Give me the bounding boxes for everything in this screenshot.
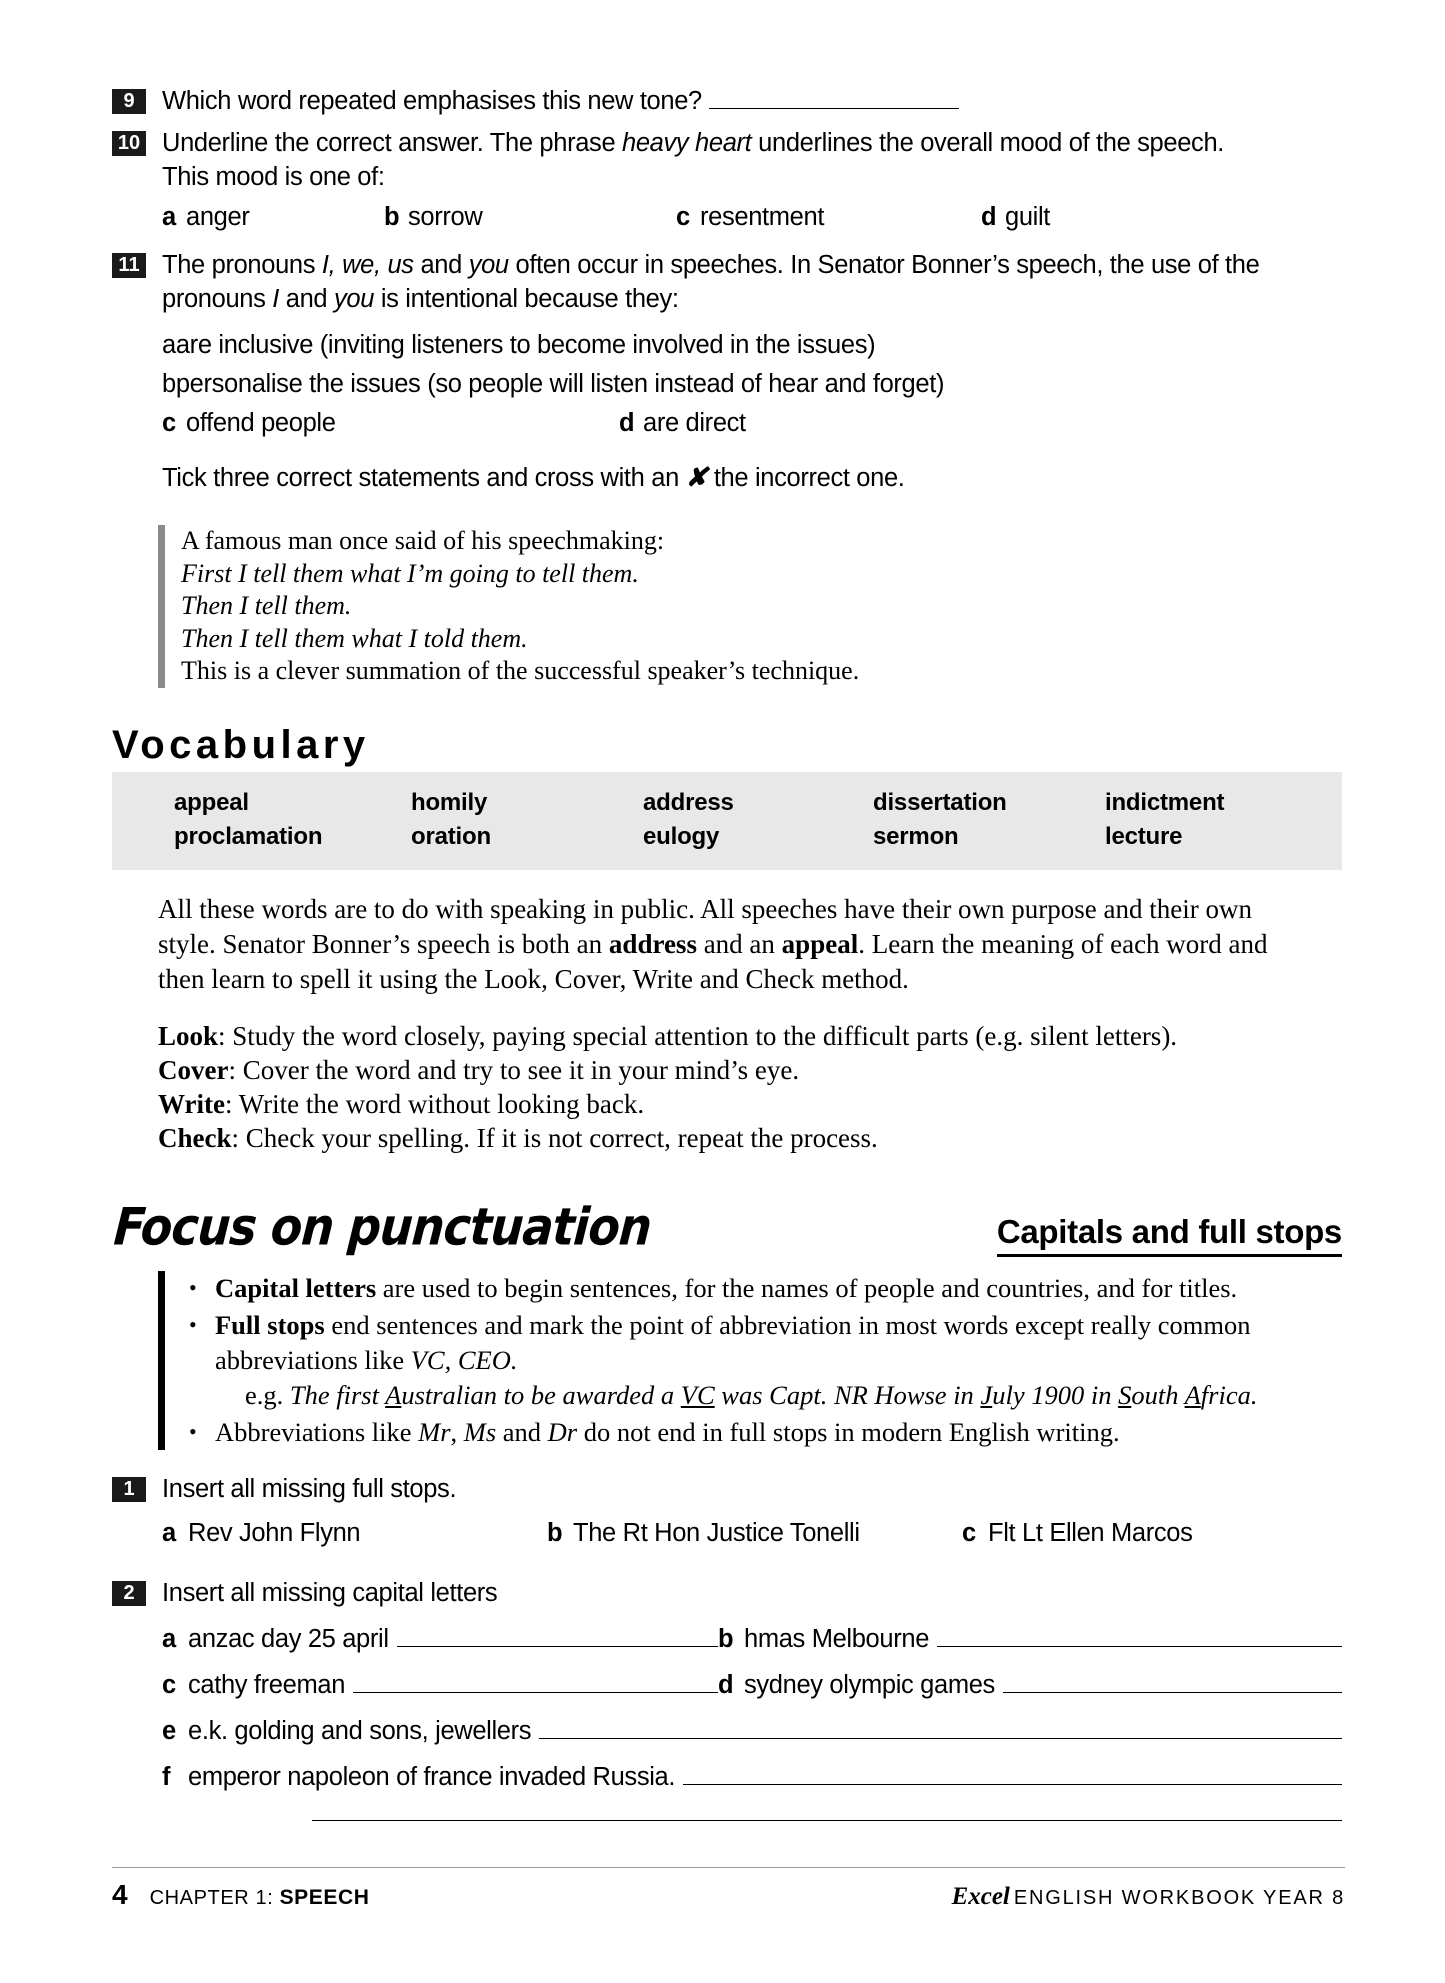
item-text: emperor napoleon of france invaded Russia. [188,1762,676,1791]
q11-t4: pronouns [162,285,273,313]
option-text: guilt [1005,203,1051,231]
ex2-row-cd [162,1668,1342,1702]
option-label: d [619,409,635,437]
option-c[interactable] [676,200,981,234]
option-text: are direct [643,409,746,437]
rule-italic-ms: Ms [463,1416,497,1447]
page-content [112,84,1342,1825]
item-label: a [162,1624,176,1653]
q10-text-b: underlines the overall mood of the speech. [751,129,1225,157]
vocabulary-paragraph [158,892,1308,997]
answer-blank[interactable] [683,1764,1342,1785]
method-text: : Check your spelling. If it is not correct, repeat the process. [231,1122,878,1153]
method-text: : Study the word closely, paying special attention to the difficult parts (e.g. silent letters). [218,1020,1178,1051]
vocabulary-word-box [112,772,1342,870]
exercise-number-badge: 2 [112,1581,146,1606]
q11-i1: I, we, us [321,251,414,279]
brand-suffix: ENGLISH WORKBOOK YEAR 8 [1013,1887,1345,1909]
ex2-item-c[interactable] [162,1668,718,1702]
q11-t2: and [413,251,469,279]
ex2-item-e[interactable] [162,1714,1342,1748]
question-10-line2: This mood is one of: [162,163,385,191]
chapter-label [150,1886,370,1910]
rule-capital-letters [185,1271,1342,1306]
method-write [158,1087,1342,1121]
option-label: d [981,203,997,231]
method-label: Check [158,1122,232,1153]
method-label: Write [158,1088,225,1119]
option-d[interactable] [619,406,746,440]
page-footer [112,1867,1345,1911]
exercise-2-body [162,1576,1342,1821]
eg-prefix: e.g. [245,1379,290,1410]
question-number-badge: 9 [112,89,146,114]
q11-i3: I [272,285,280,313]
item-label: e [162,1716,176,1745]
option-text: are inclusive (inviting listeners to become involved in the issues) [175,331,876,359]
example-line [215,1378,1342,1413]
option-a[interactable] [162,200,384,234]
ex2-row-ab [162,1622,1342,1656]
ex2-row-f [162,1760,1342,1794]
quote-line-1: First I tell them what I’m going to tell them. [181,558,639,588]
vocab-word: homily [411,788,488,816]
option-label: c [676,203,690,231]
item-label: a [162,1518,176,1547]
item-text: cathy freeman [188,1670,346,1699]
vocab-column-3 [411,786,643,854]
exercise-1-body [162,1472,1342,1550]
question-11-line1 [162,248,1342,282]
vocab-para-c: . Learn the meaning of each word and then learn to spell it using the Look, Cover, Write and Check method. [158,928,1268,994]
answer-blank-extra[interactable] [312,1818,1342,1821]
excel-logo: Excel [951,1883,1010,1910]
quote-line-3: Then I tell them what I told them. [181,623,528,653]
chapter-prefix: CHAPTER 1: [149,1887,274,1909]
item-text: hmas Melbourne [744,1624,930,1653]
vocab-para-b: and an [696,928,782,959]
option-text: personalise the issues (so people will listen instead of hear and forget) [175,370,945,398]
vocab-word: sermon [873,822,959,850]
question-11 [112,248,1342,495]
punctuation-rules-list [185,1271,1342,1450]
item-label: d [718,1670,734,1699]
rule-italic-dr: Dr [547,1416,578,1447]
ex2-item-b[interactable] [718,1622,1342,1656]
exercise-1-instruction: Insert all missing full stops. [162,1474,457,1503]
method-cover [158,1053,1342,1087]
spelling-method-list [158,1019,1342,1155]
quote-closing: This is a clever summation of the successful speaker’s technique. [181,656,860,685]
method-text: : Cover the word and try to see it in your mind’s eye. [228,1054,800,1085]
question-10-body [162,126,1342,234]
question-number-badge: 11 [112,253,146,278]
eg-part-underlined: J [980,1379,993,1410]
rule-text: and [496,1416,548,1447]
item-text: Rev John Flynn [188,1518,361,1547]
rule-text: are used to begin sentences, for the names of people and countries, and for titles. [376,1272,1238,1303]
answer-blank[interactable] [353,1672,718,1693]
focus-on-punctuation-header [112,1196,1342,1257]
ex2-item-a[interactable] [162,1622,718,1656]
answer-blank[interactable] [1003,1672,1342,1693]
item-text: Flt Lt Ellen Marcos [988,1518,1193,1547]
answer-blank-9[interactable] [709,86,959,109]
vocab-word: address [643,788,734,816]
rule-bold-lead: Capital letters [215,1272,377,1303]
question-10-line1 [162,126,1342,160]
exercise-1 [112,1472,1342,1550]
question-9-body [162,84,1342,118]
item-label: b [718,1624,734,1653]
exercise-1-items [162,1516,1342,1550]
answer-blank[interactable] [539,1718,1342,1739]
exercise-2-instruction: Insert all missing capital letters [162,1578,498,1607]
ex1-item-c[interactable] [962,1516,1193,1550]
footer-row [112,1868,1345,1911]
option-text: resentment [700,203,825,231]
rule-text: Abbreviations like [215,1416,419,1447]
vocab-word: eulogy [643,822,720,850]
exercise-2 [112,1576,1342,1821]
focus-script-title: Focus on punctuation [112,1196,654,1257]
eg-part-underlined: S [1118,1379,1132,1410]
eg-part-underlined: A [385,1379,402,1410]
vocab-column-5 [873,786,1105,854]
page-number: 4 [112,1879,128,1910]
question-11-body [162,248,1342,495]
quote-intro: A famous man once said of his speechmaking: [181,526,665,555]
option-label: b [162,370,176,398]
vocab-bold-appeal: appeal [781,928,859,959]
q11-i4: you [334,285,375,313]
rule-italic-mr: Mr [418,1416,451,1447]
eg-sentence [290,1380,1258,1410]
ex1-item-b[interactable] [547,1516,962,1550]
cross-icon: ✘ [685,462,708,492]
eg-part: ustralian to be awarded a [401,1379,681,1410]
item-label: f [162,1762,171,1791]
option-text: sorrow [408,203,483,231]
rule-text: , [450,1416,464,1447]
footer-right [952,1883,1345,1911]
chapter-name: SPEECH [279,1886,370,1909]
vocab-word: indictment [1105,788,1225,816]
ex1-item-a[interactable] [162,1516,547,1550]
q11-i2: you [468,251,509,279]
answer-blank[interactable] [937,1626,1342,1647]
rule-text: end sentences and mark the point of abbreviation in most words except really common abbreviations like [215,1309,1251,1375]
question-11-line2 [162,282,1342,316]
speechmaking-quote-block [158,525,1342,688]
rule-full-stops [185,1308,1342,1413]
focus-topic-title: Capitals and full stops [997,1213,1342,1257]
question-10 [112,126,1342,234]
option-text: anger [186,203,250,231]
item-text: e.k. golding and sons, jewellers [188,1716,532,1745]
method-label: Look [158,1020,219,1051]
q11-t5: and [279,285,334,313]
eg-part: was Capt. NR Howse in [714,1379,981,1410]
option-label: a [162,331,176,359]
vocab-column-1 [112,786,174,854]
option-label: b [384,203,400,231]
vocab-para-a: All these words are to do with speaking in public. All speeches have their own purpose and their own style. Senator Bonner’s speech is both an [158,893,1253,959]
tick-text-before: Tick three correct statements and cross with an [162,464,686,492]
eg-part-underlined: A [1184,1379,1201,1410]
method-label: Cover [158,1054,229,1085]
option-c[interactable] [162,406,619,440]
question-10-options [162,200,1342,234]
option-cd-row [162,406,1342,440]
ex2-item-f[interactable] [162,1760,1342,1794]
answer-blank[interactable] [397,1626,718,1647]
tick-instruction [162,460,1342,495]
ex2-item-d[interactable] [718,1668,1342,1702]
option-d[interactable] [981,200,1050,234]
vocabulary-heading: Vocabulary [112,722,370,767]
eg-part: The first [289,1379,386,1410]
ex2-row-e [162,1714,1342,1748]
option-b[interactable] [162,367,1342,401]
rule-bold-lead: Full stops [215,1309,325,1340]
method-text: : Write the word without looking back. [224,1088,645,1119]
tick-text-after: the incorrect one. [707,464,905,492]
footer-left [112,1879,370,1911]
question-9 [112,84,1342,118]
question-9-text: Which word repeated emphasises this new tone? [162,87,702,115]
q11-t1: The pronouns [162,251,322,279]
question-number-badge: 10 [112,131,146,156]
method-check [158,1121,1342,1155]
vocab-word: lecture [1105,822,1183,850]
rule-italic-tail: VC, CEO. [410,1344,518,1375]
vocab-word: appeal [174,788,249,816]
vocab-column-6 [1105,786,1224,854]
item-label: b [547,1518,563,1547]
option-a[interactable] [162,328,1342,362]
exercise-number-badge: 1 [112,1477,146,1502]
item-label: c [162,1670,176,1699]
q10-phrase-italic: heavy heart [622,129,752,157]
q11-t6: is intentional because they: [374,285,679,313]
eg-part-underlined: VC [680,1379,715,1410]
option-label: c [162,409,176,437]
item-label: c [962,1518,976,1547]
method-look [158,1019,1342,1053]
rule-abbreviations [185,1415,1342,1450]
item-text: The Rt Hon Justice Tonelli [573,1518,860,1547]
item-text: anzac day 25 april [188,1624,389,1653]
eg-part: uly 1900 in [992,1379,1119,1410]
eg-part: frica. [1200,1379,1258,1410]
rule-text: do not end in full stops in modern English writing. [577,1416,1120,1447]
vocab-word: proclamation [174,822,323,850]
vocab-bold-address: address [608,928,697,959]
vocab-column-2 [174,786,411,854]
q11-t3: often occur in speeches. In Senator Bonner’s speech, the use of the [508,251,1260,279]
vocab-word: oration [411,822,491,850]
option-label: a [162,203,176,231]
item-text: sydney olympic games [744,1670,995,1699]
q10-text-a: Underline the correct answer. The phrase [162,129,623,157]
vocab-column-4 [643,786,873,854]
quote-line-2: Then I tell them. [181,591,352,620]
option-b[interactable] [384,200,676,234]
eg-part: outh [1131,1379,1185,1410]
question-11-options [162,328,1342,440]
punctuation-rules-box [158,1271,1342,1450]
option-text: offend people [186,409,336,437]
vocab-word: dissertation [873,788,1007,816]
